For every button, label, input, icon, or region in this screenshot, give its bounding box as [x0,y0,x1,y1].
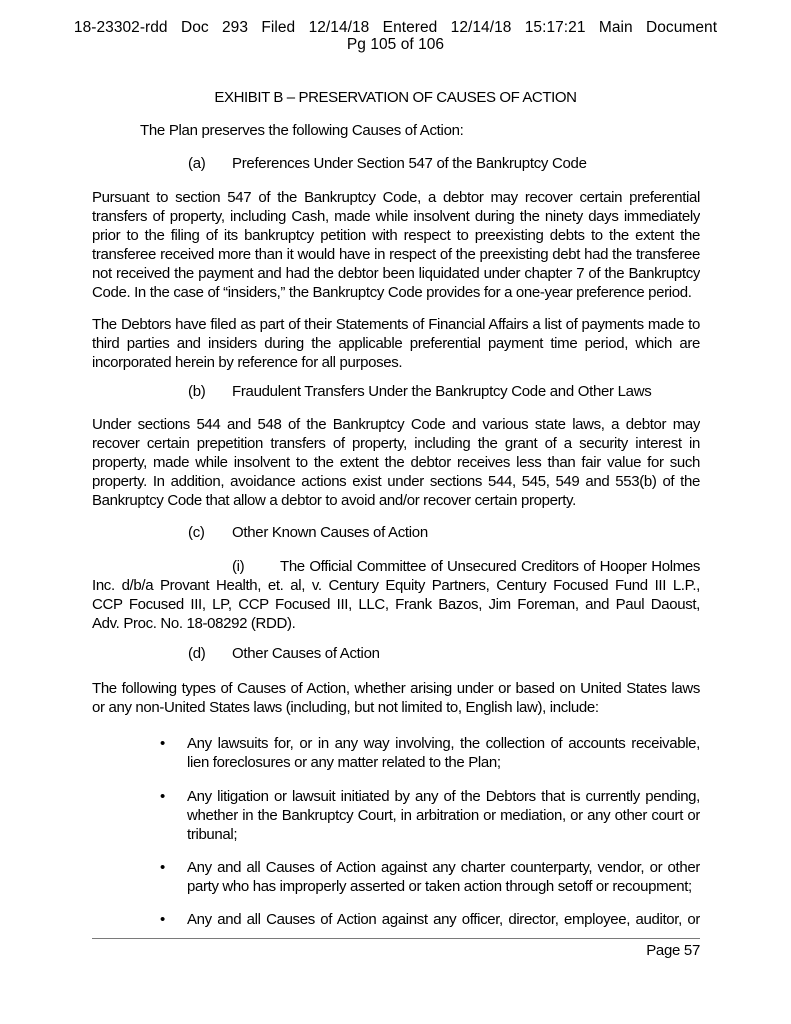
paragraph-line: third parties and insiders during the applicable preferential payment time period, which are [92,335,700,352]
paragraph-preferences [92,188,700,302]
paragraph-line: The Debtors have filed as part of their Statements of Financial Affairs a list of payments made to [92,316,700,333]
section-a-title: Preferences Under Section 547 of the Bankruptcy Code [232,155,587,172]
section-d-label: (d) [188,645,206,662]
paragraph-line: transfers of property, including Cash, made while insolvent during the ninety days immediately [92,208,700,225]
section-d-title: Other Causes of Action [232,645,380,662]
paragraph-line [92,557,700,576]
paragraph-line: not received the payment and had the debtor been liquidated under chapter 7 of the Bankruptcy [92,265,700,282]
section-a-label: (a) [188,155,206,172]
paragraph-fraudulent-transfers [92,415,700,510]
section-a-heading [188,155,587,173]
list-item-line: lien foreclosures or any matter related to the Plan; [187,754,501,771]
list-item-line: party who has improperly asserted or taken action through setoff or recoupment; [187,878,692,895]
item-i-first-line: The Official Committee of Unsecured Creditors of Hooper Holmes [280,558,700,575]
section-b-label: (b) [188,383,206,400]
section-c-title: Other Known Causes of Action [232,524,428,541]
list-item-line: Any litigation or lawsuit initiated by any of the Debtors that is currently pending, [187,788,700,805]
page-number: Page 57 [646,942,700,959]
paragraph-line: property, made while insolvent to the extent the debtor receives less than fair value for such [92,454,700,471]
paragraph-line: prior to the filing of its bankruptcy petition with respect to preexisting debts to the extent the [92,227,700,244]
paragraph-line: Code. In the case of “insiders,” the Bankruptcy Code provides for a one-year preference period. [92,284,692,301]
bullet-marker: • [160,735,165,752]
paragraph-line: incorporated herein by reference for all purposes. [92,354,403,371]
bullet-marker: • [160,788,165,805]
paragraph-line: Under sections 544 and 548 of the Bankruptcy Code and various state laws, a debtor may [92,416,700,433]
paragraph-line: Pursuant to section 547 of the Bankruptcy Code, a debtor may recover certain preferential [92,189,700,206]
section-b-title: Fraudulent Transfers Under the Bankruptcy Code and Other Laws [232,383,652,400]
list-item-line: tribunal; [187,826,238,843]
paragraph-line: Adv. Proc. No. 18-08292 (RDD). [92,615,296,632]
paragraph-line: CCP Focused III, LP, CCP Focused III, LLC, Frank Bazos, Jim Foreman, and Paul Daoust, [92,596,700,613]
paragraph-line: transferee received more than it would have in respect of the preexisting debt had the transferee [92,246,700,263]
paragraph-line: recover certain prepetition transfers of property, including the grant of a security interest in [92,435,700,452]
paragraph-known-causes [92,557,700,633]
bullet-marker: • [160,859,165,876]
court-page-count: Pg 105 of 106 [346,36,445,53]
list-item-line: Any and all Causes of Action against any officer, director, employee, auditor, or [187,911,700,928]
item-i-label: (i) [232,558,245,575]
section-b-heading [188,383,651,401]
list-item-line: Any lawsuits for, or in any way involving, the collection of accounts receivable, [187,735,700,752]
paragraph-line: Inc. d/b/a Provant Health, et. al, v. Century Equity Partners, Century Focused Fund III L.P., [92,577,700,594]
paragraph-line: The following types of Causes of Action, whether arising under or based on United States laws [92,680,700,697]
paragraph-statements [92,315,700,372]
section-c-heading [188,524,428,542]
section-d-heading [188,645,380,663]
paragraph-line: property. In addition, avoidance actions exist under sections 544, 545, 549 and 553(b) of the [92,473,700,490]
court-filing-header: 18-23302-rdd Doc 293 Filed 12/14/18 Entered 12/14/18 15:17:21 Main Document [73,19,718,36]
list-item-line: Any and all Causes of Action against any charter counterparty, vendor, or other [187,859,700,876]
paragraph-line: Bankruptcy Code that allow a debtor to avoid and/or recover certain property. [92,492,576,509]
paragraph-line: or any non-United States laws (including, but not limited to, English law), include: [92,699,599,716]
section-c-label: (c) [188,524,205,541]
list-item-line: whether in the Bankruptcy Court, in arbitration or mediation, or any other court or [187,807,700,824]
paragraph-other-causes [92,679,700,717]
exhibit-title: EXHIBIT B – PRESERVATION OF CAUSES OF ACTION [214,89,577,106]
bullet-marker: • [160,911,165,928]
intro-sentence: The Plan preserves the following Causes of Action: [140,122,464,139]
footer-divider [92,938,700,939]
